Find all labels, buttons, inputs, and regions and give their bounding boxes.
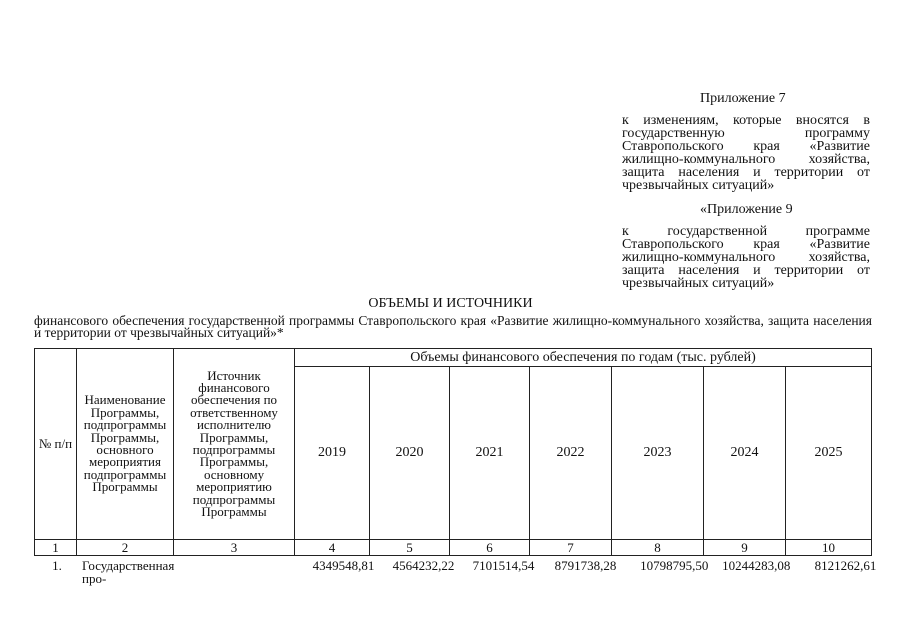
row-value: 10244283,08 (722, 558, 791, 573)
appendix-7-text: к изменениям, которые вносятся в государственную программу Ставропольского края «Развитие жилищно-коммунального хозяйства, защита населения и территории от чрезвычайных ситуаций» (622, 113, 870, 193)
header-num: № п/п (35, 349, 77, 540)
column-number: 2 (77, 540, 174, 556)
column-number: 10 (786, 540, 872, 556)
appendix-9-text: к государственной программе Ставропольского края «Развитие жилищно-коммунального хозяйства, защита населения и территории от чрезвычайных ситуаций» (622, 224, 870, 291)
page-title: ОБЪЕМЫ И ИСТОЧНИКИ (368, 296, 533, 311)
row-source (180, 559, 301, 585)
row-value: 8121262,61 (814, 558, 877, 573)
row-value: 8791738,28 (554, 558, 617, 573)
column-number: 9 (704, 540, 786, 556)
table-row (34, 559, 878, 585)
financing-data (34, 559, 878, 585)
header-year: 2022 (530, 367, 612, 540)
row-num: 1. (52, 558, 62, 573)
row-value: 7101514,54 (472, 558, 535, 573)
column-number: 3 (174, 540, 295, 556)
financing-table (34, 348, 872, 556)
header-volumes: Объемы финансового обеспечения по годам (тыс. рублей) (295, 349, 872, 367)
row-value: 4564232,22 (392, 558, 455, 573)
column-number: 8 (612, 540, 704, 556)
header-year: 2024 (704, 367, 786, 540)
header-name: Наименование Программы, подпрограммы Программы, основного мероприятия подпрограммы Программы (77, 349, 174, 540)
column-number: 6 (450, 540, 530, 556)
row-value: 4349548,81 (312, 558, 375, 573)
header-year: 2023 (612, 367, 704, 540)
row-value: 10798795,50 (640, 558, 709, 573)
appendix-7-heading: Приложение 7 (700, 91, 786, 106)
header-year: 2021 (450, 367, 530, 540)
header-year: 2020 (370, 367, 450, 540)
column-number: 1 (35, 540, 77, 556)
header-source: Источник финансового обеспечения по ответственному исполнителю Программы, подпрограммы Программы, основному мероприятию подпрограммы Программы (174, 349, 295, 540)
row-name: Государственная про- (82, 558, 175, 586)
column-number: 4 (295, 540, 370, 556)
page-subtitle: финансового обеспечения государственной программы Ставропольского края «Развитие жилищно-коммунального хозяйства, защита населения и территории от чрезвычайных ситуаций»* (34, 313, 872, 340)
header-year: 2019 (295, 367, 370, 540)
header-year: 2025 (786, 367, 872, 540)
appendix-9-heading: «Приложение 9 (700, 202, 793, 217)
column-number: 5 (370, 540, 450, 556)
column-number: 7 (530, 540, 612, 556)
